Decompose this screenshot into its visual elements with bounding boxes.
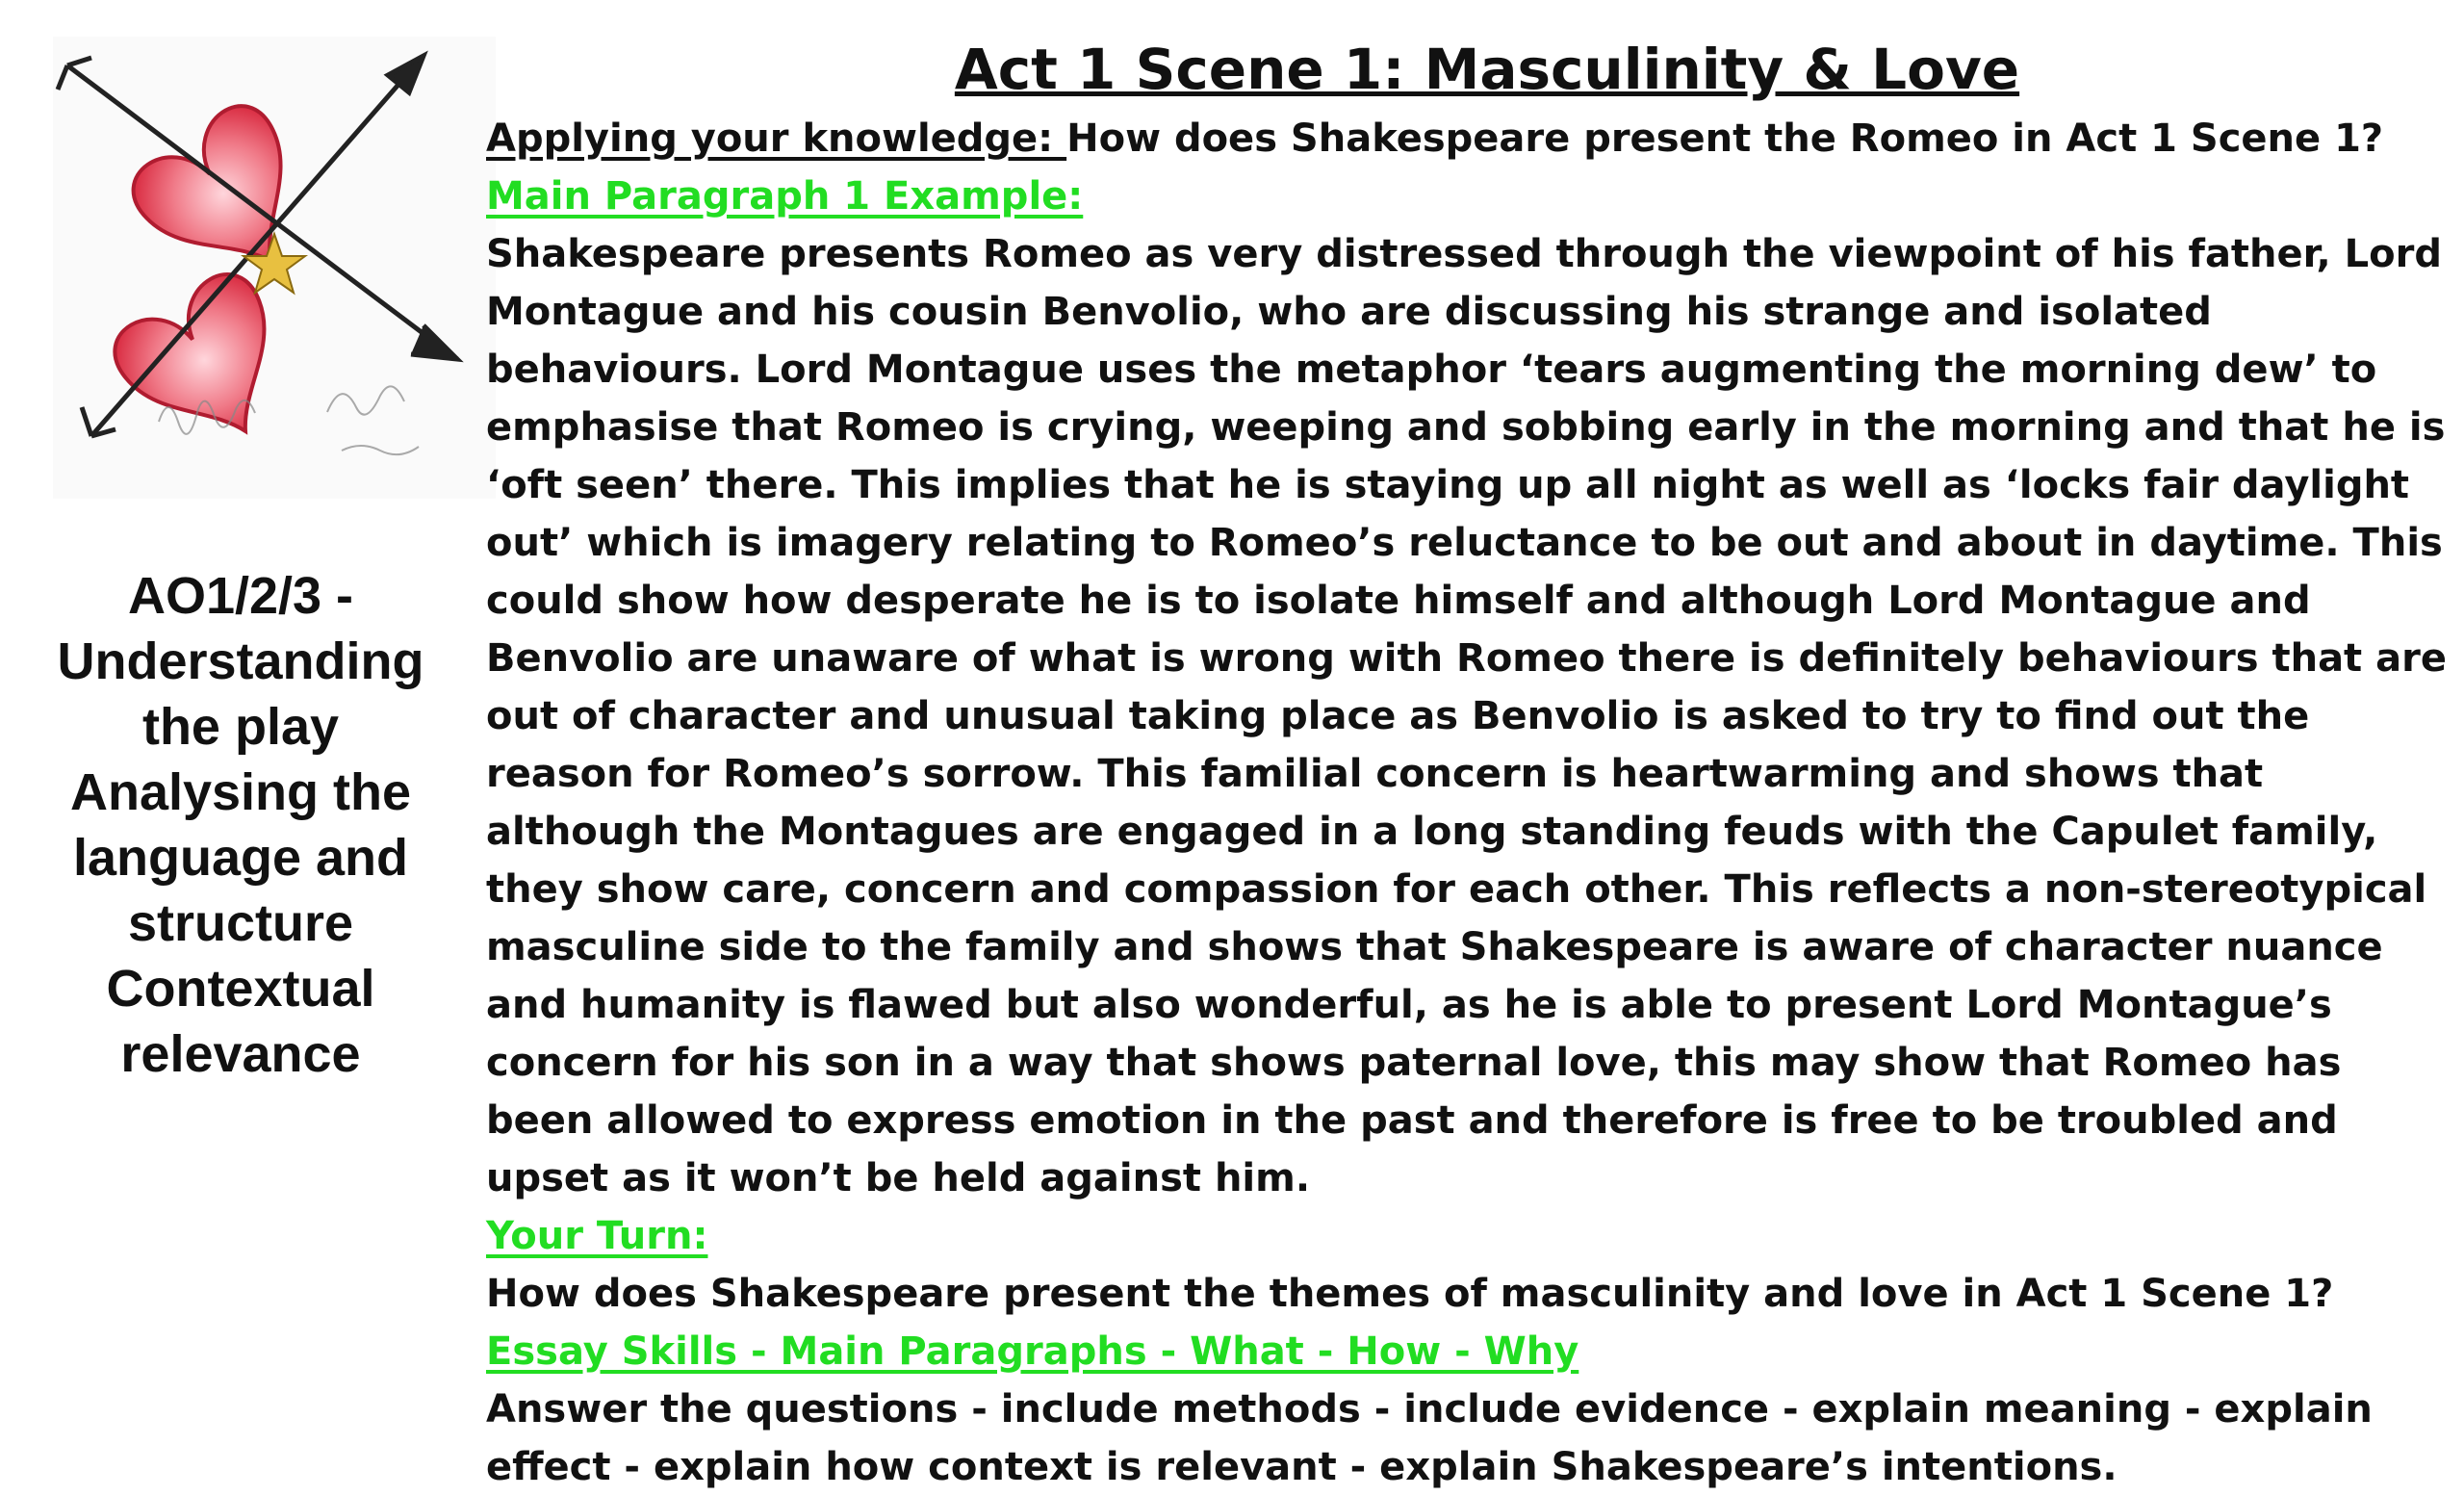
your-turn-line xyxy=(486,1207,2450,1265)
crossed-arrows-hearts-icon xyxy=(53,37,496,499)
skills-heading-line xyxy=(486,1323,2450,1380)
your-turn-heading: Your Turn: xyxy=(486,1214,708,1258)
main-content xyxy=(486,29,2450,1496)
applying-line xyxy=(486,110,2450,168)
assessment-objectives: AO1/2/3 - Understanding the play Analysing the language and structure Contextual relevance xyxy=(57,567,424,1083)
skills-text: Answer the questions - include methods - include evidence - explain meaning - explain effect - explain how context is relevant - explain Shakespeare’s intentions. xyxy=(486,1387,2373,1489)
example-paragraph: Shakespeare presents Romeo as very distressed through the viewpoint of his father, Lord Montague and his cousin Benvolio, who are discussing his strange and isolated behaviours. Lord Montague uses the metaphor ‘tears augmenting the morning dew’ to emphasise that Romeo is crying, weeping and sobbing early in the morning and that he is ‘oft seen’ there. This implies that he is staying up all night as well as ‘locks fair daylight out’ which is imagery relating to Romeo’s reluctance to be out and about in daytime. This could show how desperate he is to isolate himself and although Lord Montague and Benvolio are unaware of what is wrong with Romeo there is definitely behaviours that are out of character and unusual taking place as Benvolio is asked to try to find out the reason for Romeo’s sorrow. This familial concern is heartwarming and shows that although the Montagues are engaged in a long standing feuds with the Capulet family, they show care, concern and compassion for each other. This reflects a non-stereotypical masculine side to the family and shows that Shakespeare is aware of character nuance and humanity is flawed but also wonderful, as he is able to present Lord Montague’s concern for his son in a way that shows paternal love, this may show that Romeo has been allowed to express emotion in the past and therefore is free to be troubled and upset as it won’t be held against him. xyxy=(486,232,2447,1200)
applying-question: How does Shakespeare present the Romeo in Act 1 Scene 1? xyxy=(1066,116,2384,161)
skills-heading: Essay Skills - Main Paragraphs - What - How - Why xyxy=(486,1329,1579,1374)
your-turn-question: How does Shakespeare present the themes of masculinity and love in Act 1 Scene 1? xyxy=(486,1272,2334,1316)
example-heading: Main Paragraph 1 Example: xyxy=(486,174,1084,219)
example-heading-line xyxy=(486,168,2450,225)
applying-label: Applying your knowledge: xyxy=(486,116,1067,161)
slide-title: Act 1 Scene 1: Masculinity & Love xyxy=(954,37,2020,102)
